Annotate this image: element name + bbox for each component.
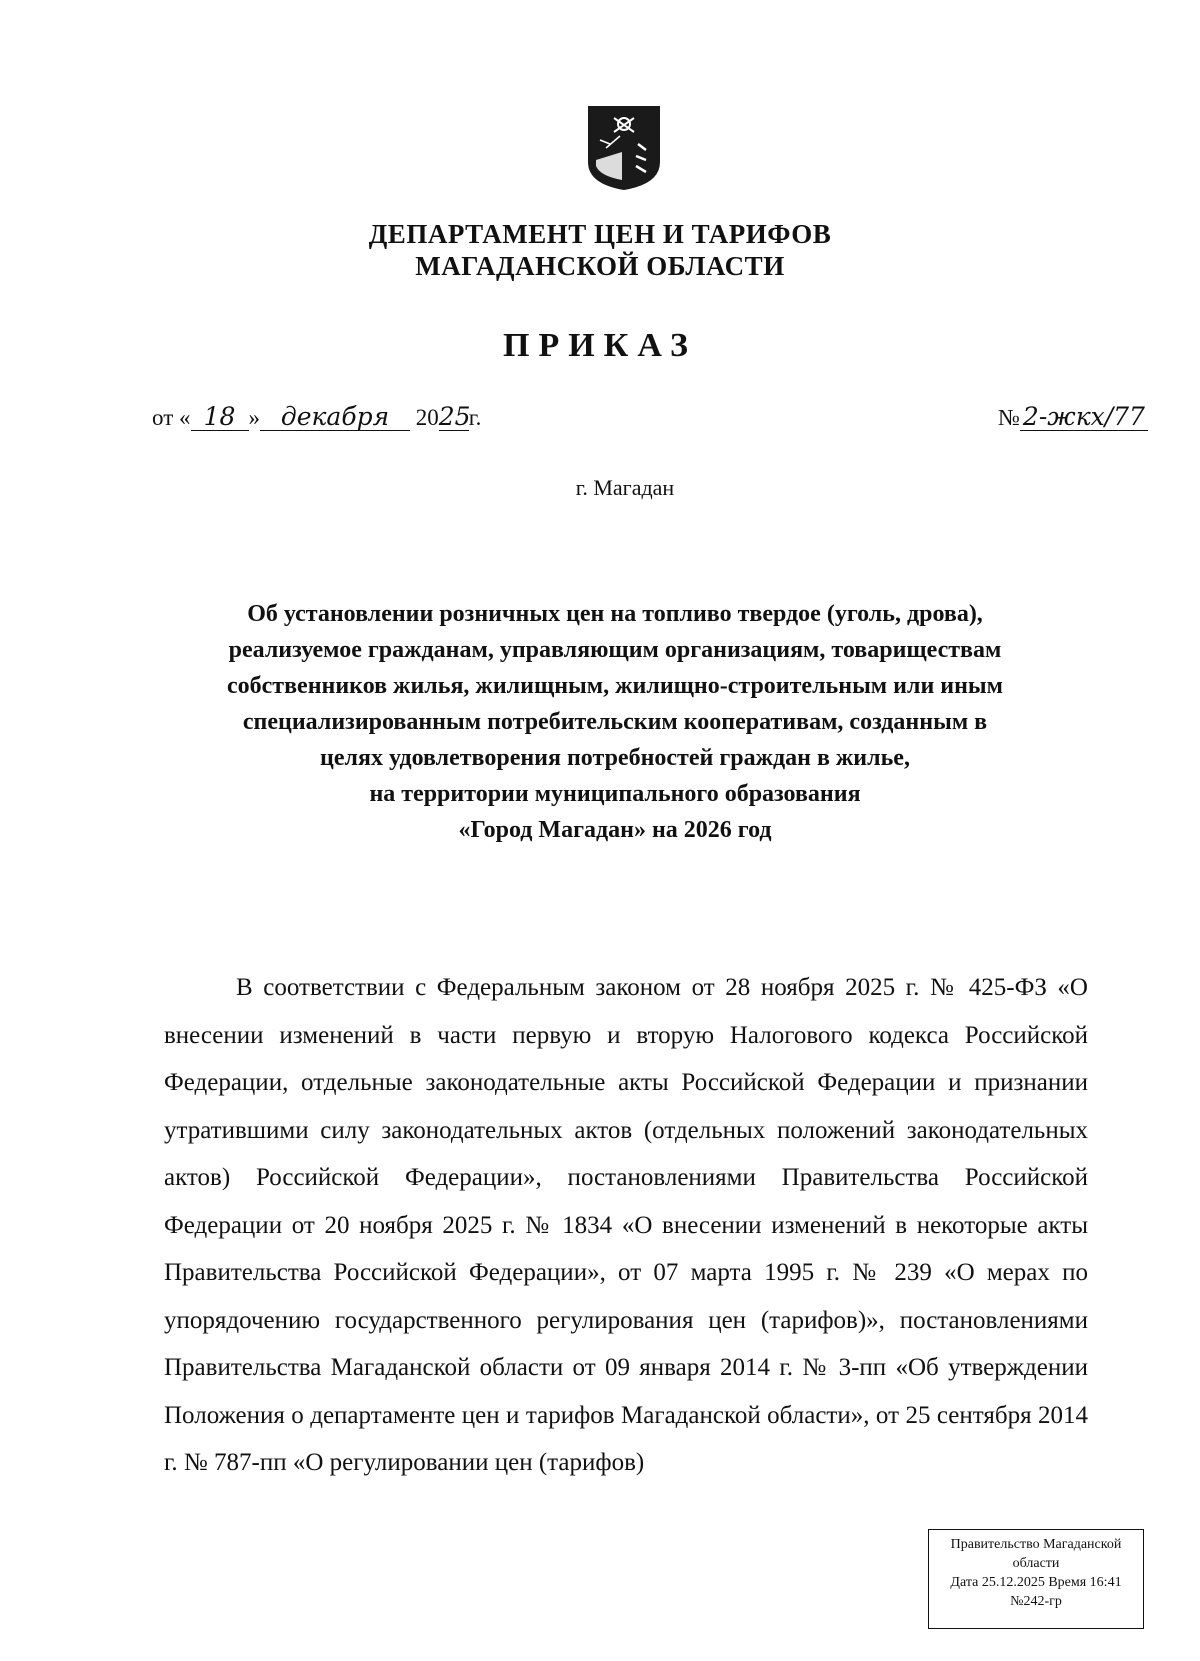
stamp-line-3: Дата 25.12.2025 Время 16:41 [950, 1575, 1122, 1590]
document-number [998, 404, 1148, 431]
department-line-1: ДЕПАРТАМЕНТ ЦЕН И ТАРИФОВ [368, 219, 832, 249]
stamp-line-4: №242-гр [1010, 1594, 1062, 1609]
stamp-line-1: Правительство Магаданской [950, 1537, 1122, 1552]
date-mid: » [248, 405, 260, 430]
date-month: декабря [260, 404, 410, 431]
date-prefix: от « [152, 405, 191, 430]
body-paragraph: В соответствии с Федеральным законом от 28 ноября 2025 г. № 425-ФЗ «О внесении изменений в части первую и вторую Налогового кодекса Российской Федерации, отдельные законодательные акты Российской Федерации и признании утратившими силу законодательных актов (отдельных положений законодательных актов) Российской Федерации», постановлениями Правительства Российской Федерации от 20 ноября 2025 г. № 1834 «О внесении изменений в некоторые акты Правительства Российской Федерации», от 07 марта 1995 г. № 239 «О мерах по упорядочению государственного регулирования цен (тарифов)», постановлениями Правительства Магаданской области от 09 января 2014 г. № 3-пп «Об утверждении Положения о департаменте цен и тарифов Магаданской области», от 25 сентября 2014 г. № 787-пп «О регулировании цен (тарифов) [164, 974, 1088, 1476]
document-type-heading: ПРИКАЗ [503, 327, 697, 364]
title-line: специализированным потребительским кооперативам, созданным в [242, 709, 988, 735]
number-value: 2-жкх/77 [1020, 404, 1148, 431]
date-year-suffix: 25 [438, 402, 471, 431]
registration-stamp [928, 1529, 1144, 1629]
date-day: 18 [191, 404, 249, 431]
title-line: на территории муниципального образования [369, 781, 861, 807]
document-date [152, 404, 481, 431]
stamp-line-2: области [1012, 1556, 1060, 1571]
department-name [0, 218, 1200, 282]
title-line: «Город Магадан» на 2026 год [458, 817, 772, 843]
department-line-2: МАГАДАНСКОЙ ОБЛАСТИ [415, 251, 785, 281]
document-title [120, 596, 1110, 848]
title-line: реализуемое гражданам, управляющим организациям, товариществам [228, 637, 1002, 663]
number-prefix: № [998, 405, 1020, 430]
title-line: Об установлении розничных цен на топливо твердое (уголь, дрова), [247, 601, 983, 627]
title-line: собственников жилья, жилищным, жилищно-строительным или иным [226, 673, 1004, 699]
title-line: целях удовлетворения потребностей граждан в жилье, [320, 745, 910, 771]
city-name: г. Магадан [575, 475, 675, 500]
date-postfix: г. [468, 405, 482, 430]
date-year-prefix: 20 [415, 405, 439, 430]
coat-of-arms-emblem [586, 104, 662, 192]
